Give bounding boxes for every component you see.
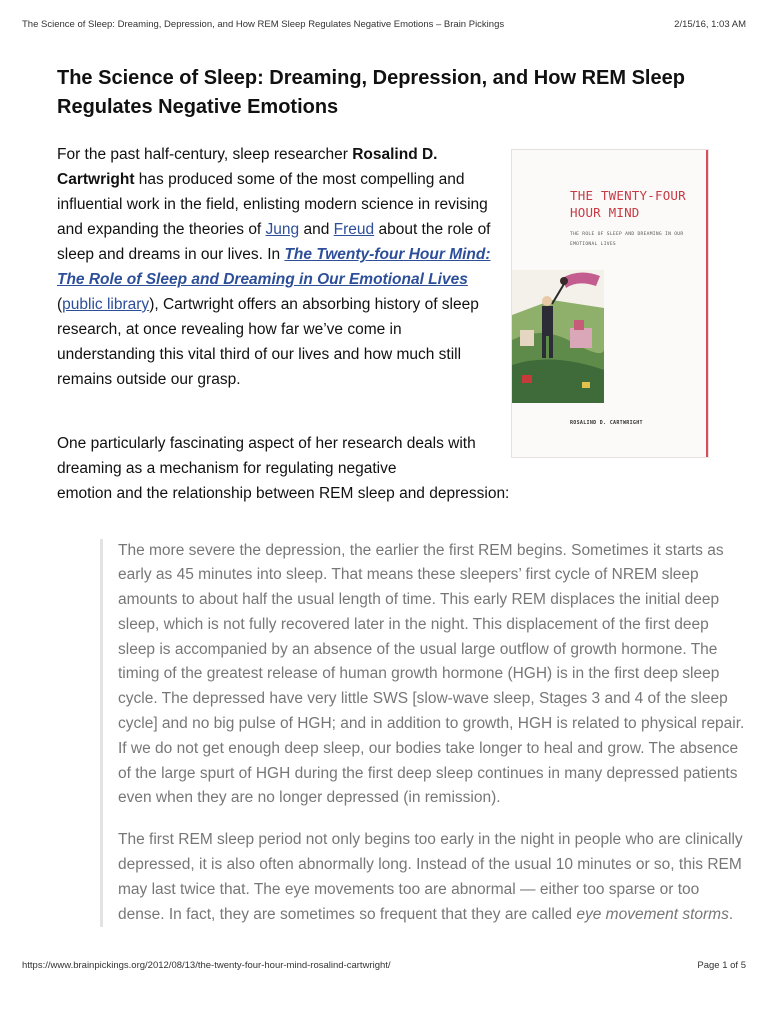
page-url: https://www.brainpickings.org/2012/08/13/the-twenty-four-hour-mind-rosalind-cartwright/	[22, 960, 391, 971]
cover-author: ROSALIND D. CARTWRIGHT	[570, 420, 643, 426]
blockquote	[100, 539, 750, 928]
public-library-link[interactable]: public library	[62, 296, 150, 313]
document-title: The Science of Sleep: Dreaming, Depression, and How REM Sleep Regulates Negative Emotions – Brain Pickings	[22, 19, 505, 30]
paragraph-2: One particularly fascinating aspect of her research deals with dreaming as a mechanism for regulating negative emotion and the relationship between REM sleep and depression:	[57, 435, 510, 502]
article-title: The Science of Sleep: Dreaming, Depression, and How REM Sleep Regulates Negative Emotions	[57, 67, 685, 118]
book-link[interactable]: The Twenty-four Hour Mind: The Role of Sleep and Dreaming in Our Emotional Lives	[57, 246, 491, 288]
page-number: Page 1 of 5	[697, 960, 746, 971]
cover-title: THE TWENTY-FOUR HOUR MIND	[570, 188, 686, 220]
print-datetime: 2/15/16, 1:03 AM	[674, 19, 746, 30]
freud-link[interactable]: Freud	[333, 221, 375, 238]
print-header	[22, 19, 746, 30]
jung-link[interactable]: Jung	[265, 221, 300, 238]
cover-subtitle: THE ROLE OF SLEEP AND DREAMING IN OUR EMOTIONAL LIVES	[570, 232, 684, 247]
intro-paragraph: For the past half-century, sleep researcher Rosalind D. Cartwright has produced some of the most compelling and influential work in the field, enlisting modern science in revising and expanding the theories of Jung and Freud about the role of sleep and dreams in our lives. In The Twenty-four Hour Mind: The Role of Sleep and Dreaming in Our Emotional Lives (public library), Cartwright offers an absorbing history of sleep research, at once revealing how far we’ve come in understanding this vital third of our lives and how much still remains outside our grasp.	[57, 146, 491, 388]
emphasis-text: eye movement storms	[576, 905, 729, 923]
book-cover-image[interactable]	[511, 149, 709, 458]
print-footer	[22, 960, 746, 971]
quote-paragraph-1: The more severe the depression, the earlier the first REM begins. Sometimes it starts as early as 45 minutes into sleep. That means these sleepers’ first cycle of NREM sleep amounts to about half the usual length of time. This early REM displaces the initial deep sleep, which is not fully recovered later in the night. This displacement of the first deep sleep is accompanied by an absence of the usual large outflow of growth hormone. The timing of the greatest release of human growth hormone (HGH) is in the first deep sleep cycle. The depressed have very little SWS [slow-wave sleep, Stages 3 and 4 of the sleep cycle] and no big pulse of HGH; and in addition to growth, HGH is related to physical repair. If we do not get enough deep sleep, our bodies take longer to heal and grow. The absence of the large spurt of HGH during the first deep sleep continues in many depressed patients even when they are no longer depressed (in remission).	[118, 541, 745, 807]
author-name: Rosalind D. Cartwright	[57, 146, 438, 188]
cover-painting	[512, 270, 604, 403]
quote-paragraph-2: The first REM sleep period not only begins too early in the night in people who are clinically depressed, it is also often abnormally long. Instead of the usual 10 minutes or so, this REM may last twice that. The eye movements too are abnormal — either too sparse or too dense. In fact, they are sometimes so frequent that they are called eye movement storms.	[118, 831, 743, 923]
